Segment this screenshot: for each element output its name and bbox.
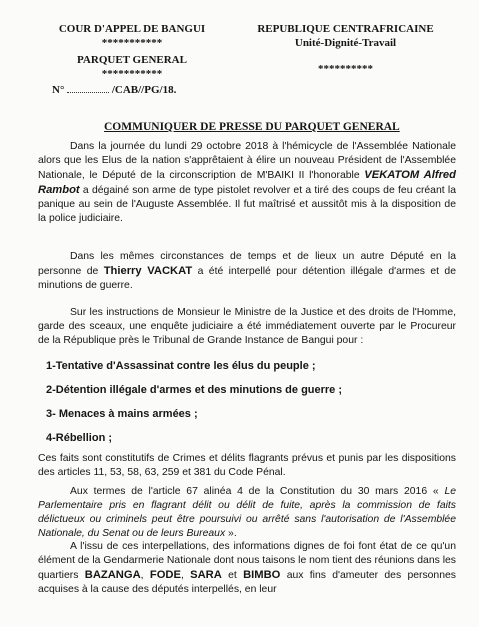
national-motto: Unité-Dignité-Travail (294, 37, 397, 49)
district-name: SARA (190, 569, 222, 581)
district-name: FODE (149, 569, 181, 581)
charge-item: 4-Rébellion ; (46, 432, 113, 444)
constitution-quote: Le Parlementaire pris en flagrant délit ou délit de fuite, après la commission de faits délictueux ou criminels peut être poursuivi ou arrêté sans l'autorisation de l'Assemblée Nationale, du Senat ou de leurs Bureaux (38, 486, 456, 539)
charge-item: 1-Tentative d'Assassinat contre les élus du peuple ; (46, 360, 316, 372)
separator-stars: *********** (101, 68, 163, 80)
deputy-name: VEKATOM Alfred Rambot (38, 169, 456, 196)
charge-item: 2-Détention illégale d'armes et des minutions de guerre ; (46, 384, 343, 396)
paragraph-5: Aux termes de l'article 67 alinéa 4 de la Constitution du 30 mars 2016 « Le Parlementaire pris en flagrant délit ou délit de fuite, après la commission de faits délictueux ou criminels peut être poursuivi ou arrêté sans l'autorisation de l'Assemblée Nationale, du Senat ou de leurs Bureaux ». (38, 486, 456, 539)
ref-prefix: N° (52, 84, 65, 96)
paragraph-2: Dans les mêmes circonstances de temps et de lieux un autre Député en la personne de Thierry VACKAT a été interpellé pour détention illégale d'armes et de minutions de guerre. (38, 251, 456, 291)
document-title: COMMUNIQUER DE PRESSE DU PARQUET GENERAL (104, 121, 400, 133)
reference-number (52, 83, 176, 96)
paragraph-6: A l'issu de ces interpellations, des informations dignes de foi font état de ce qu'un élément de la Gendarmerie Nationale dont nous taisons le nom tient des réunions dans les quartiers BAZANGA, FODE, SARA et BIMBO aux fins d'ameuter des personnes acquises à la cause des députés interpellés, en leur (38, 541, 456, 595)
charge-item: 3- Menaces à mains armées ; (46, 408, 198, 420)
ref-suffix: /CAB//PG/18. (111, 84, 177, 96)
country-name: REPUBLIQUE CENTRAFRICAINE (257, 23, 434, 35)
district-name: BIMBO (243, 569, 281, 581)
paragraph-1: Dans la journée du lundi 29 octobre 2018 à l'hémicycle de l'Assemblée Nationale alors que les Elus de la nation s'apprêtaient à élire un nouveau Président de l'Assemblée Nationale, le Député de la circonscription de M'BAIKI II l'honorable VEKATOM Alfred Rambot a dégainé son arme de type pistolet revolver et a tiré des coups de feu créant la panique au sein de l'Auguste Assemblée. Il fut maîtrisé et aussitôt mis à la disposition de la police judiciaire. (38, 141, 456, 224)
paragraph-3: Sur les instructions de Monsieur le Ministre de la Justice et des droits de l'Homme, garde des sceaux, une enquête judiciaire a été immédiatement ouverte par le Procureur de la République près le Tribunal de Grande Instance de Bangui pour : (38, 307, 456, 346)
deputy-name: Thierry VACKAT (103, 265, 193, 277)
header-left (52, 22, 212, 81)
separator-stars: ********** (318, 63, 373, 75)
ref-blank (67, 83, 109, 93)
separator-stars: *********** (101, 37, 163, 49)
header-right (238, 22, 453, 76)
court-name: COUR D'APPEL DE BANGUI (58, 23, 206, 35)
paragraph-4: Ces faits sont constitutifs de Crimes et délits flagrants prévus et punis par les dispositions des articles 11, 53, 58, 63, 259 et 381 du Code Pénal. (38, 453, 456, 478)
parquet-name: PARQUET GENERAL (77, 54, 187, 66)
district-name: BAZANGA (84, 569, 141, 581)
